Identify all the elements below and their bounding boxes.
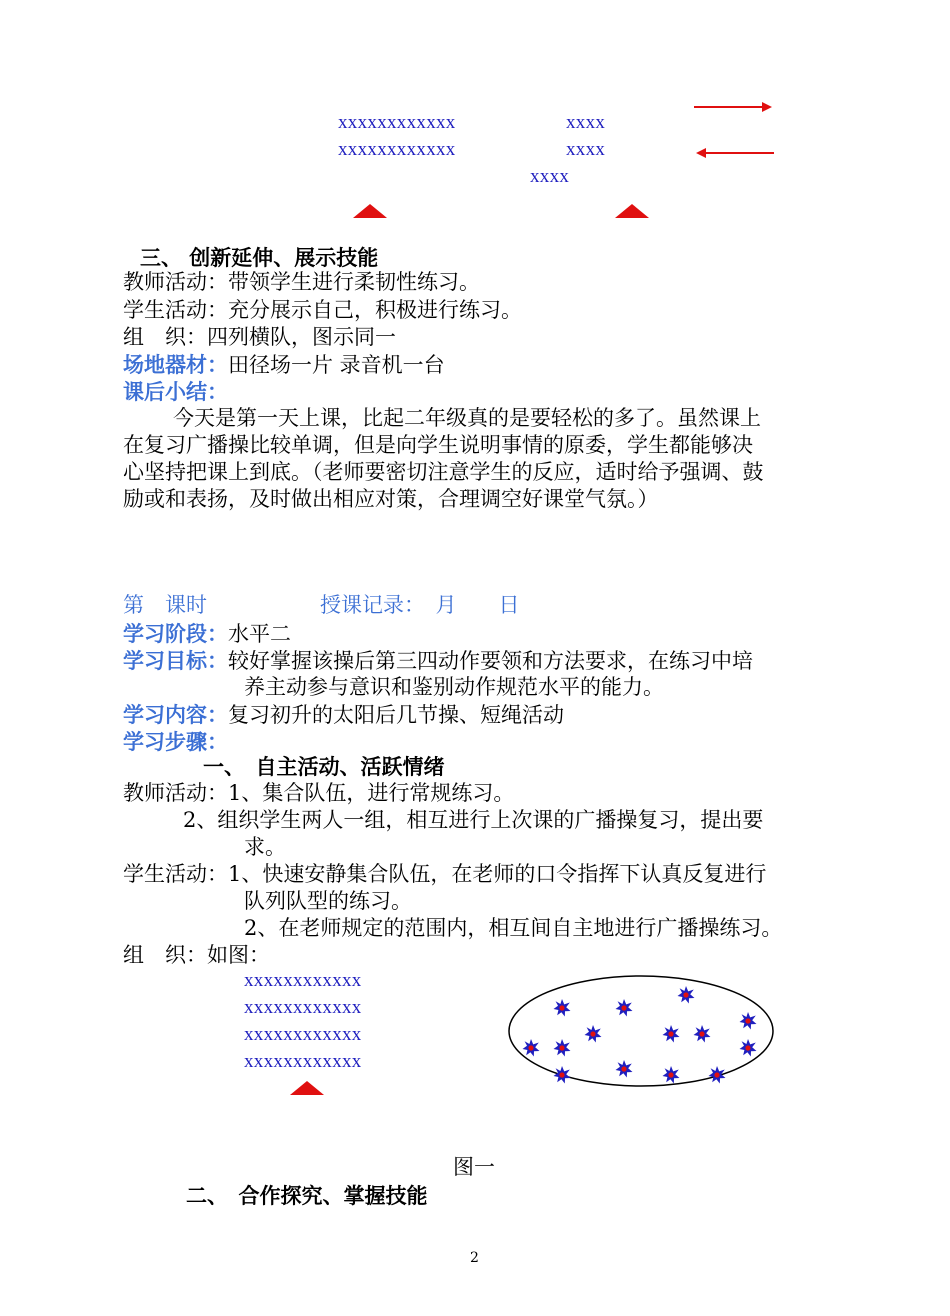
formation-row: xxxxxxxxxxxx xyxy=(244,1051,362,1072)
learning-goal xyxy=(123,646,753,676)
teacher-activity-2-cont: 求。 xyxy=(244,835,286,859)
content-label: 学习内容： xyxy=(123,702,228,727)
summary-line: 今天是第一天上课，比起二年级真的是要轻松的多了。虽然课上 xyxy=(173,406,761,430)
summary-line: 励或和表扬，及时做出相应对策，合理调空好课堂气氛。） xyxy=(123,487,659,511)
student-star-icon xyxy=(740,1039,757,1057)
teacher-activity-2: 2、组织学生两人一组，相互进行上次课的广播操复习，提出要 xyxy=(183,808,764,832)
organization-2: 组 织：如图： xyxy=(123,943,270,967)
teacher-activity-1: 教师活动：1、集合队伍，进行常规练习。 xyxy=(123,781,515,805)
step2-heading: 二、 合作探究、掌握技能 xyxy=(186,1183,428,1208)
venue-equipment xyxy=(123,350,445,380)
student-star-icon xyxy=(523,1039,540,1057)
arrow-right-head-icon xyxy=(762,102,772,112)
organization: 组 织：四列横队，图示同一 xyxy=(123,325,396,349)
teacher-triangle-icon xyxy=(290,1081,324,1095)
venue-label: 场地器材： xyxy=(123,352,228,377)
figure-caption: 图一 xyxy=(453,1155,495,1179)
formation-row: xxxx xyxy=(566,112,606,133)
student-activity-2: 2、在老师规定的范围内，相互间自主地进行广播操练习。 xyxy=(244,916,783,940)
content-value: 复习初升的太阳后几节操、短绳活动 xyxy=(228,703,564,727)
goal-text-cont: 养主动参与意识和鉴别动作规范水平的能力。 xyxy=(244,675,664,699)
venue-value: 田径场一片 录音机一台 xyxy=(228,353,445,377)
formation-row: xxxxxxxxxxxx xyxy=(244,997,362,1018)
student-star-icon xyxy=(616,1060,633,1078)
lesson-record: 授课记录： 月 日 xyxy=(320,593,520,617)
scatter-formation-oval xyxy=(505,972,777,1092)
student-star-icon xyxy=(663,1025,680,1043)
student-activity-1: 学生活动：1、快速安静集合队伍，在老师的口令指挥下认真反复进行 xyxy=(123,862,767,886)
goal-text: 较好掌握该操后第三四动作要领和方法要求，在练习中培 xyxy=(228,649,753,673)
goal-label: 学习目标： xyxy=(123,648,228,673)
student-activity-1-cont: 队列队型的练习。 xyxy=(244,889,412,913)
teacher-activity: 教师活动：带领学生进行柔韧性练习。 xyxy=(123,270,480,294)
student-star-icon xyxy=(554,1039,571,1057)
formation-row: xxxx xyxy=(530,166,570,187)
formation-row: xxxxxxxxxxxx xyxy=(338,112,456,133)
oval-outline xyxy=(509,976,773,1086)
stage-label: 学习阶段： xyxy=(123,621,228,646)
learning-stage xyxy=(123,619,291,649)
student-activity: 学生活动：充分展示自己，积极进行练习。 xyxy=(123,298,522,322)
section3-heading: 三、 创新延伸、展示技能 xyxy=(140,245,379,270)
summary-label: 课后小结： xyxy=(123,379,228,404)
summary-line: 心坚持把课上到底。（老师要密切注意学生的反应，适时给予强调、鼓 xyxy=(123,460,764,484)
student-star-icon xyxy=(740,1012,757,1030)
student-star-icon xyxy=(694,1025,711,1043)
student-star-icon xyxy=(663,1066,680,1084)
formation-row: xxxxxxxxxxxx xyxy=(244,970,362,991)
teacher-triangle-icon xyxy=(353,204,387,218)
formation-row: xxxx xyxy=(566,139,606,160)
page-number: 2 xyxy=(470,1250,479,1266)
arrow-left-head-icon xyxy=(696,148,706,158)
summary-line: 在复习广播操比较单调，但是向学生说明事情的原委，学生都能够决 xyxy=(123,433,753,457)
learning-content xyxy=(123,700,564,730)
stage-value: 水平二 xyxy=(228,622,291,646)
steps-label: 学习步骤： xyxy=(123,729,228,754)
lesson-period: 第 课时 xyxy=(123,593,207,617)
step1-heading: 一、 自主活动、活跃情绪 xyxy=(203,754,445,779)
formation-row: xxxxxxxxxxxx xyxy=(338,139,456,160)
student-star-icon xyxy=(678,986,695,1004)
student-star-icon xyxy=(616,999,633,1017)
teacher-triangle-icon xyxy=(615,204,649,218)
formation-row: xxxxxxxxxxxx xyxy=(244,1024,362,1045)
student-star-icon xyxy=(554,1066,571,1084)
student-star-icon xyxy=(585,1025,602,1043)
direction-arrows xyxy=(690,98,780,162)
student-star-icon xyxy=(554,999,571,1017)
